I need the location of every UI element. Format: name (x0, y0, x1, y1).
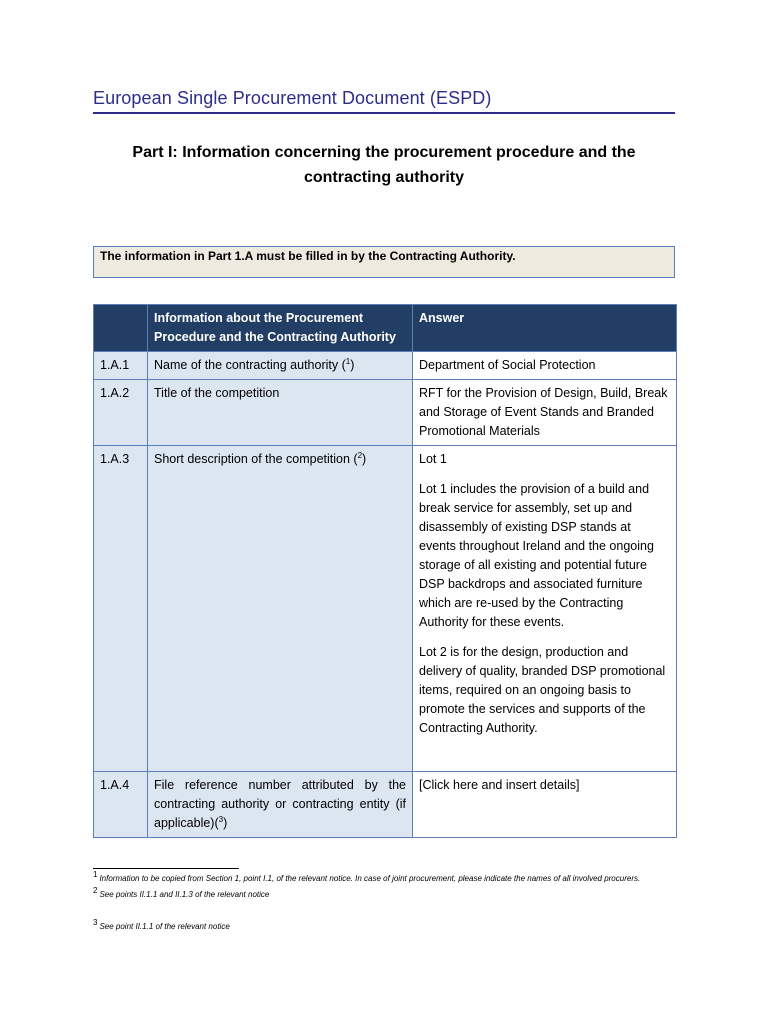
footnote-mark: 1 (93, 870, 98, 879)
answer-paragraph: Lot 1 includes the provision of a build and break service for assembly, set up and disassembly of existing DSP stands at events throughout Ireland and the ongoing storage of all existing and potential future DSP backdrops and associated furniture which are re-used by the Contracting Authority for these events. (419, 482, 654, 629)
row-number: 1.A.2 (94, 380, 148, 446)
footnote-mark: 2 (93, 886, 98, 895)
row-answer[interactable] (413, 446, 677, 772)
header-number (94, 305, 148, 352)
row-answer[interactable]: Department of Social Protection (413, 352, 677, 380)
header-information: Information about the Procurement Procedure and the Contracting Authority (148, 305, 413, 352)
footnote (93, 918, 230, 931)
procurement-info-table (93, 304, 677, 838)
table-header-row (94, 305, 677, 352)
row-question: Title of the competition (148, 380, 413, 446)
row-number: 1.A.4 (94, 772, 148, 838)
header-answer: Answer (413, 305, 677, 352)
table-row (94, 380, 677, 446)
row-number: 1.A.3 (94, 446, 148, 772)
footnote-text: Information to be copied from Section 1, point I.1, of the relevant notice. In case of joint procurement, please indicate the names of all involved procurers. (99, 874, 641, 883)
footnote-separator (93, 868, 239, 869)
footnote-ref[interactable]: 2 (357, 450, 363, 460)
table-row (94, 446, 677, 772)
notice-box (93, 246, 675, 278)
answer-paragraph: Lot 2 is for the design, production and delivery of quality, branded DSP promotional items, required on an ongoing basis to promote the services and supports of the Contracting Authority. (419, 645, 666, 735)
footnote (93, 870, 641, 883)
row-question: Short description of the competition ($^2$) (148, 446, 413, 772)
footnote (93, 886, 270, 899)
footnote-mark: 3 (93, 918, 98, 927)
row-answer-input[interactable]: [Click here and insert details] (413, 772, 677, 838)
footnote-text: See point II.1.1 of the relevant notice (99, 922, 230, 931)
title-underline (93, 112, 675, 114)
row-question: Name of the contracting authority ($^1$) (148, 352, 413, 380)
part-heading: Part I: Information concerning the procurement procedure and the contracting authority (132, 144, 636, 186)
answer-paragraph: Lot 1 (419, 452, 447, 466)
notice-text: The information in Part 1.A must be filled in by the Contracting Authority. (100, 249, 516, 263)
table-row (94, 352, 677, 380)
footnote-text: See points II.1.1 and II.1.3 of the relevant notice (99, 890, 270, 899)
row-number: 1.A.1 (94, 352, 148, 380)
document-title: European Single Procurement Document (ESPD) (93, 88, 492, 108)
row-answer[interactable]: RFT for the Provision of Design, Build, Break and Storage of Event Stands and Branded Promotional Materials (413, 380, 677, 446)
footnote-ref[interactable]: 1 (345, 356, 351, 366)
footnote-ref[interactable]: 3 (218, 814, 224, 824)
row-question: File reference number attributed by the contracting authority or contracting entity (if applicable)($^3$) (148, 772, 413, 838)
table-row (94, 772, 677, 838)
